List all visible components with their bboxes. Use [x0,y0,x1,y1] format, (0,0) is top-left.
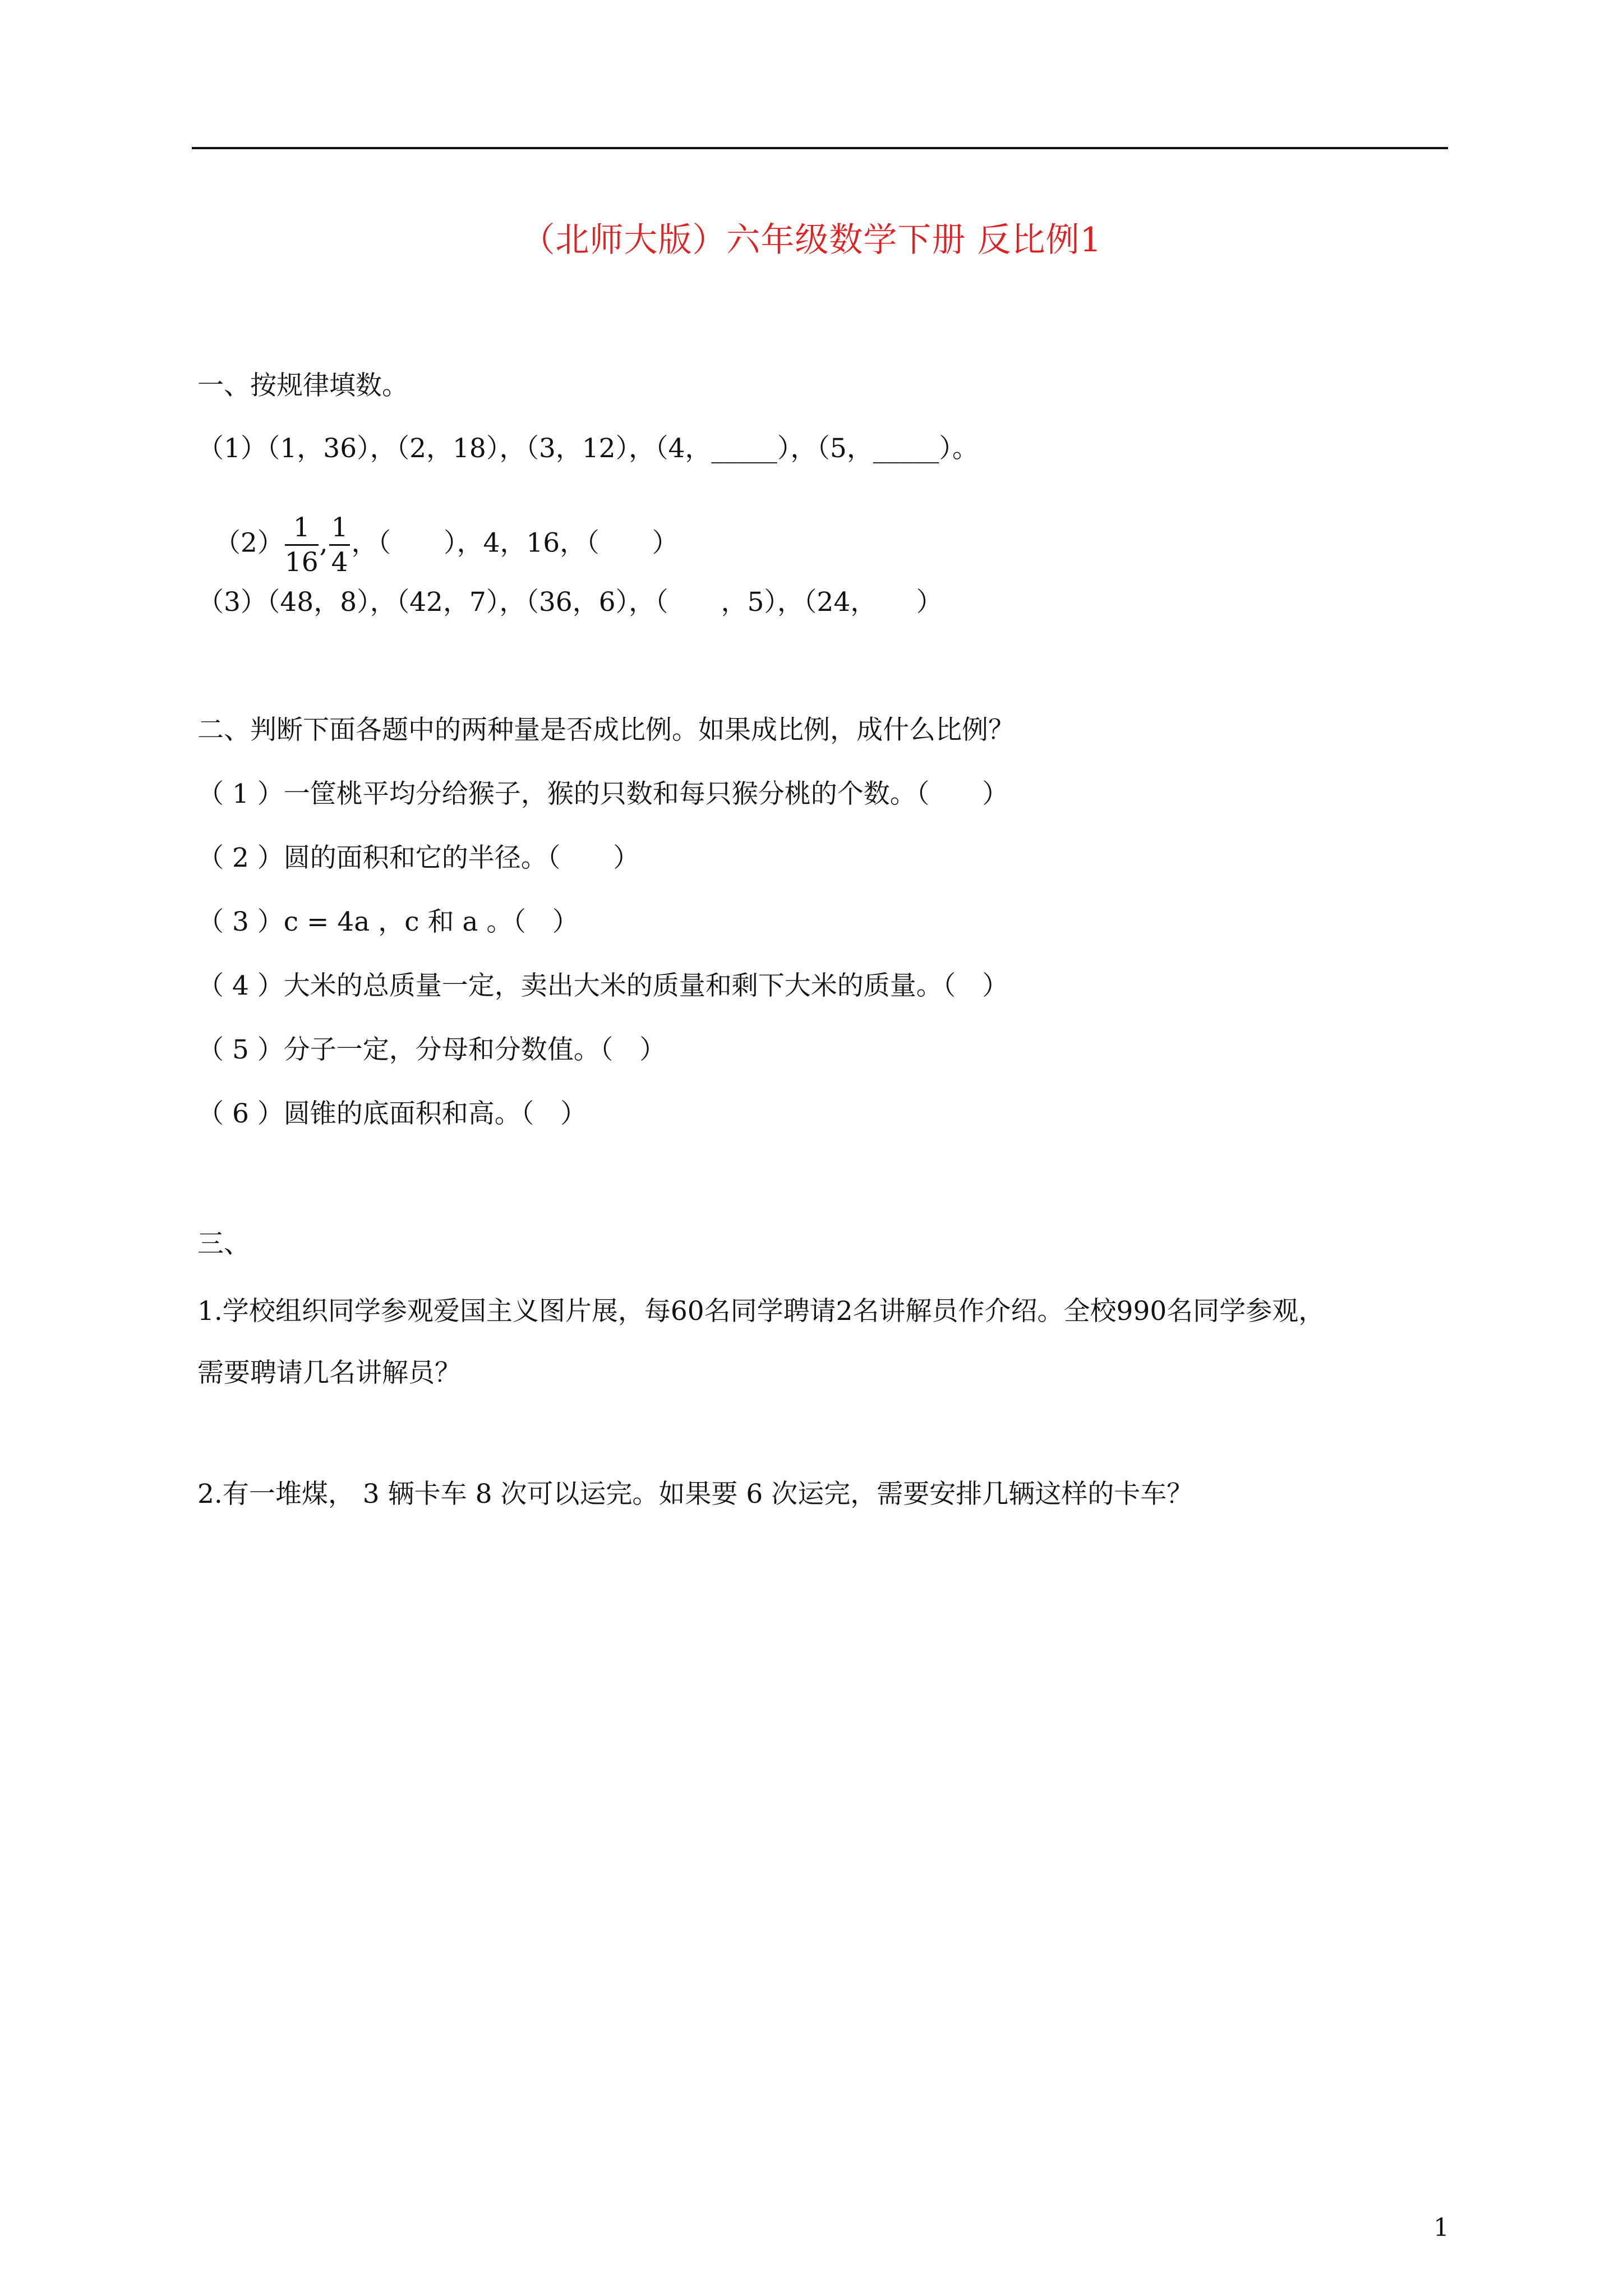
section3-heading: 三、 [197,1228,250,1259]
section2-item-6: （ 6 ）圆锥的底面积和高。（ ） [197,1098,587,1129]
section2-heading: 二、判断下面各题中的两种量是否成比例。如果成比例，成什么比例？ [197,715,1015,746]
q2-prefix: （2） [214,527,284,559]
fraction-1-4 [329,514,351,576]
section1-q3: （3）（48，8），（42，7），（36，6），（ ，5），（24， ） [197,587,943,618]
page-title: （北师大版）六年级数学下册 反比例1 [521,220,1102,260]
section3-problem-1-line-2: 需要聘请几名讲解员？ [197,1358,461,1388]
fraction-denominator: 4 [331,547,348,578]
section3-problem-1-line-1: 1.学校组织同学参观爱国主义图片展，每60名同学聘请2名讲解员作介绍。全校990名同学参观， [197,1296,1325,1327]
section2-item-3: （ 3 ）c = 4a ，c 和 a 。（ ） [197,907,579,937]
q2-suffix: ，（ ），4，16，（ ） [351,527,679,559]
section2-item-5: （ 5 ）分子一定，分母和分数值。（ ） [197,1034,666,1065]
fraction-1-16 [285,514,319,576]
section2-item-2: （ 2 ）圆的面积和它的半径。（ ） [197,843,640,873]
section3-problem-2: 2.有一堆煤， 3 辆卡车 8 次可以运完。如果要 6 次运完，需要安排几辆这样的卡车？ [197,1479,1193,1510]
fraction-denominator: 16 [284,547,319,578]
header-rule [192,147,1448,149]
section1-q1: （1）（1，36），（2，18），（3，12），（4，_____），（5，_____）。 [197,433,979,464]
page-number: 1 [1433,2214,1449,2242]
fraction-numerator: 1 [285,514,319,546]
q2-separator: , [319,527,328,559]
fraction-numerator: 1 [329,514,351,546]
section1-q2 [197,484,679,576]
section1-heading: 一、按规律填数。 [197,370,408,401]
section2-item-1: （ 1 ）一筐桃平均分给猴子，猴的只数和每只猴分桃的个数。（ ） [197,779,1009,809]
section2-item-4: （ 4 ）大米的总质量一定，卖出大米的质量和剩下大米的质量。（ ） [197,970,1009,1001]
